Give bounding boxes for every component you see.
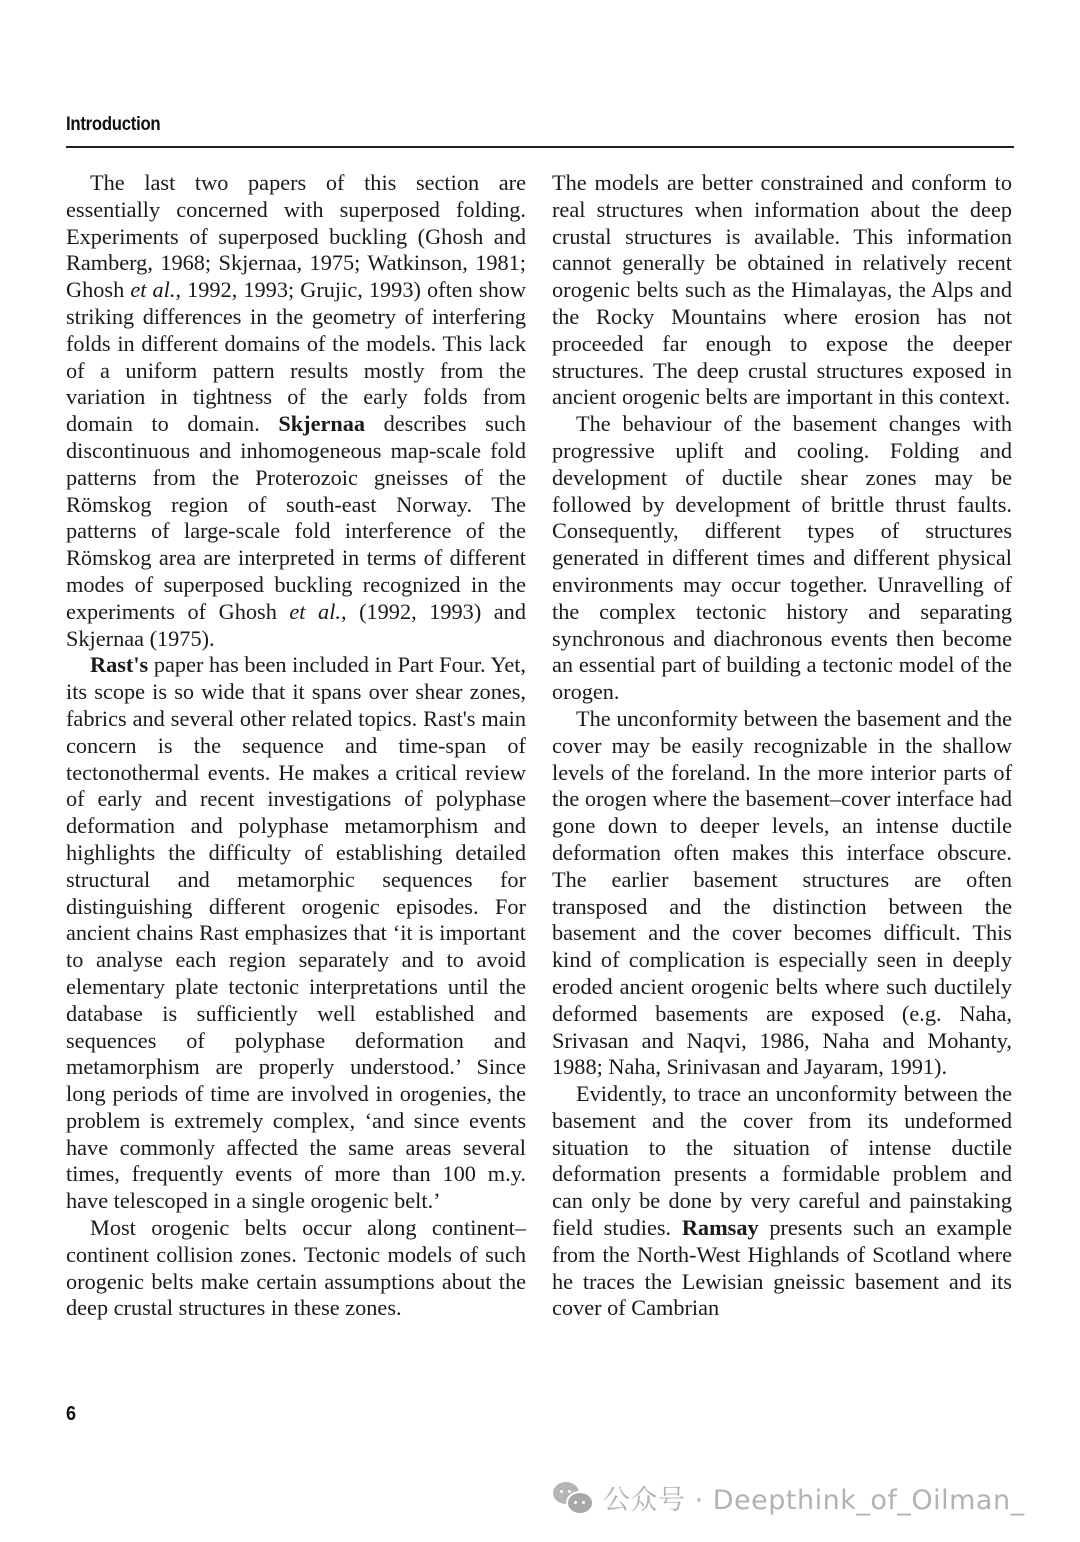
page-number: 6 [66, 1403, 77, 1425]
text-run: The last two papers of this section are essentially concerned with superposed folding. Experiments of superposed buckling (Ghosh and Ramberg, 1968; Skjernaa, 1975; Watkinson, 1981; Ghosh [66, 170, 526, 303]
text-run: Most orogenic belts occur along continent–continent collision zones. Tectonic models of such orogenic belts make certain assumptions about the deep crustal structures in these zones. [66, 1215, 526, 1321]
header-rule [66, 146, 1014, 148]
text-run: presents such an example from the North-West Highlands of Scotland where he traces the Lewisian gneissic basement and its cover of Cambrian [552, 1215, 1012, 1321]
paragraph [552, 1081, 1012, 1322]
paragraph [66, 1215, 526, 1322]
author-name-bold: Rast's [90, 652, 149, 678]
text-run: paper has been included in Part Four. Yet, its scope is so wide that it spans over shear zones, fabrics and several other related topics. Rast's main concern is the sequence and time-span of tectonothermal events. He makes a critical review of early and recent investigations of polyphase deformation and polyphase metamorphism and highlights the difficulty of establishing detailed structural and metamorphic sequences for distinguishing different orogenic episodes. For ancient chains Rast emphasizes that ‘it is important to analyse each region separately and to avoid elementary plate tectonic interpretations until the database is sufficiently well established and sequences of polyphase deformation and metamorphism are properly understood.’ Since long periods of time are involved in orogenies, the problem is extremely complex, ‘and since events have commonly affected the same areas several times, frequently events of more than 100 m.y. have telescoped in a single orogenic belt.’ [66, 652, 526, 1214]
watermark [553, 1478, 1025, 1517]
paragraph [66, 652, 526, 1215]
right-column [552, 170, 1012, 1322]
italic-run: et al. [130, 277, 176, 303]
running-header: Introduction [66, 114, 161, 135]
paragraph [552, 411, 1012, 706]
text-run: describes such discontinuous and inhomogeneous map-scale fold patterns from the Proterozoic gneisses of the Römskog region of south-east Norway. The patterns of large-scale fold interference of the Römskog area are interpreted in terms of different modes of superposed buckling recognized in the experiments of Ghosh [66, 411, 526, 624]
paragraph [66, 170, 526, 652]
text-run: , 1992, 1993; Grujic, 1993) often show striking differences in the geometry of interfering folds in different domains of the models. This lack of a uniform pattern results mostly from the variation in tightness of the early folds from domain to domain. [66, 277, 526, 437]
watermark-text: 公众号 · Deepthink_of_Oilman_ [603, 1485, 1025, 1516]
text-run: The behaviour of the basement changes with progressive uplift and cooling. Folding and development of ductile shear zones may be followed by development of brittle thrust faults. Consequently, different types of structures generated in different times and different physical environments may occur together. Unravelling of the complex tectonic history and separating synchronous and diachronous events then become an essential part of building a tectonic model of the orogen. [552, 411, 1012, 705]
left-column [66, 170, 526, 1322]
author-name-bold: Ramsay [681, 1215, 759, 1241]
text-run: , (1992, 1993) and Skjernaa (1975). [66, 598, 526, 651]
author-name-bold: Skjernaa [278, 411, 366, 437]
text-run: Evidently, to trace an unconformity between the basement and the cover from its undeformed situation to the situation of intense ductile deformation presents a formidable problem and can only be done by very careful and painstaking field studies. [552, 1081, 1012, 1241]
paragraph [552, 706, 1012, 1081]
paragraph [552, 170, 1012, 411]
wechat-icon [553, 1482, 593, 1514]
text-run: The models are better constrained and conform to real structures when information about the deep crustal structures is available. This information cannot generally be obtained in relatively recent orogenic belts such as the Himalayas, the Alps and the Rocky Mountains where erosion has not proceeded far enough to expose the deeper structures. The deep crustal structures exposed in ancient orogenic belts are important in this context. [552, 170, 1012, 410]
text-run: The unconformity between the basement and the cover may be easily recognizable in the shallow levels of the foreland. In the more interior parts of the orogen where the basement–cover interface had gone down to deeper levels, an intense ductile deformation often makes this interface obscure. The earlier basement structures are often transposed and the distinction between the basement and the cover becomes difficult. This kind of complication is especially seen in deeply eroded ancient orogenic belts where such ductilely deformed basements are exposed (e.g. Naha, Srivasan and Naqvi, 1986, Naha and Mohanty, 1988; Naha, Srinivasan and Jayaram, 1991). [552, 705, 1012, 1080]
italic-run: et al. [289, 598, 341, 624]
